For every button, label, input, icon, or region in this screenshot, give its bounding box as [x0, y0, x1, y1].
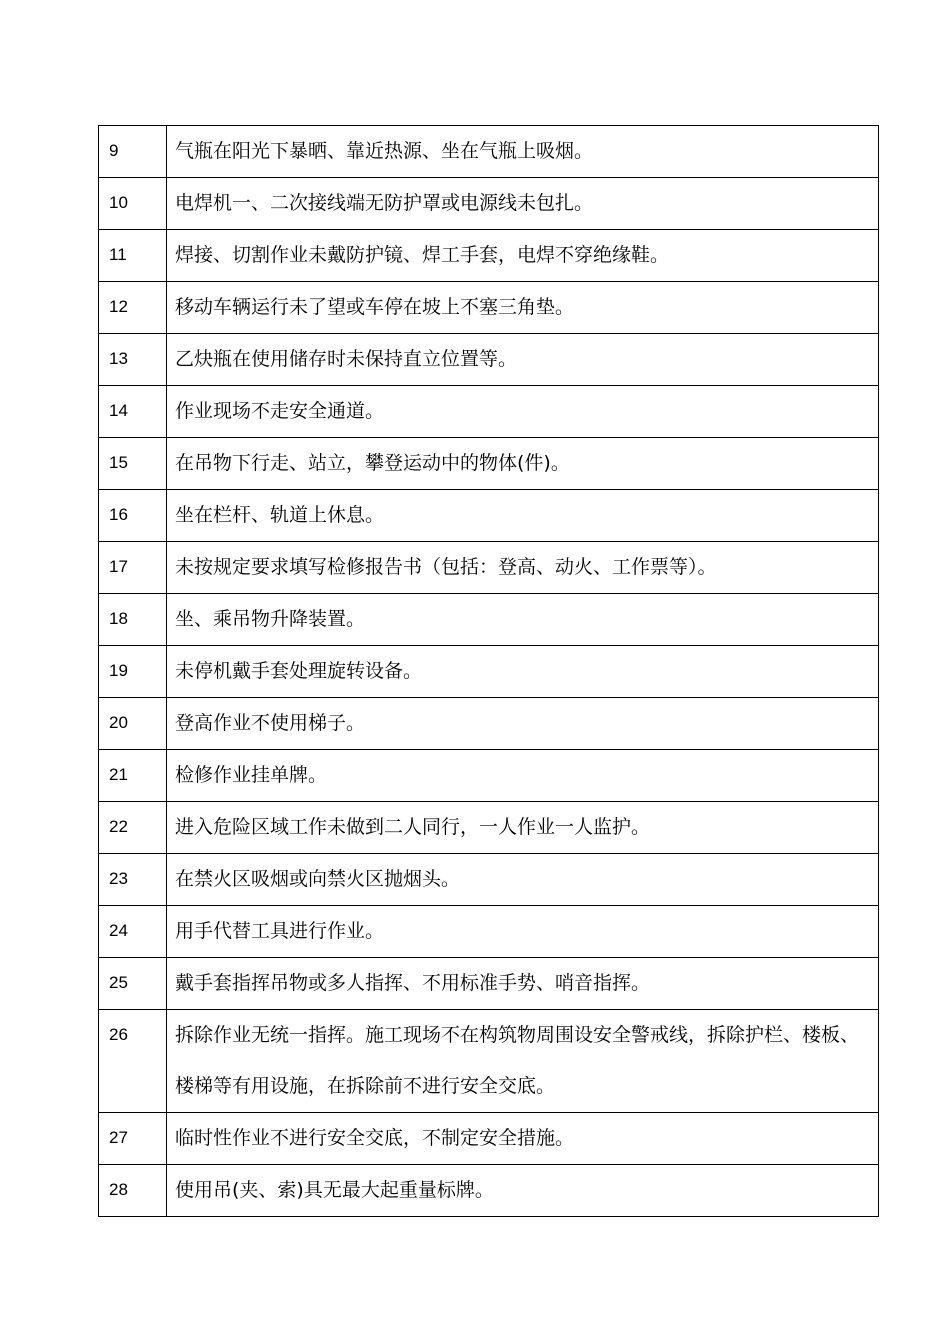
row-text: 在禁火区吸烟或向禁火区抛烟头。	[167, 854, 879, 906]
row-text: 临时性作业不进行安全交底，不制定安全措施。	[167, 1113, 879, 1165]
row-number: 27	[99, 1113, 167, 1165]
row-number: 16	[99, 490, 167, 542]
row-number: 11	[99, 230, 167, 282]
table-row	[99, 126, 879, 178]
table-row	[99, 230, 879, 282]
table-row	[99, 958, 879, 1010]
table-row	[99, 542, 879, 594]
table-row	[99, 802, 879, 854]
row-text: 坐、乘吊物升降装置。	[167, 594, 879, 646]
row-number: 23	[99, 854, 167, 906]
row-number: 19	[99, 646, 167, 698]
row-number: 20	[99, 698, 167, 750]
row-text: 未按规定要求填写检修报告书（包括：登高、动火、工作票等）。	[167, 542, 879, 594]
row-number: 15	[99, 438, 167, 490]
row-text: 拆除作业无统一指挥。施工现场不在构筑物周围设安全警戒线，拆除护栏、楼板、楼梯等有用设施，在拆除前不进行安全交底。	[167, 1010, 879, 1113]
table-row	[99, 334, 879, 386]
row-text: 电焊机一、二次接线端无防护罩或电源线未包扎。	[167, 178, 879, 230]
table-row	[99, 854, 879, 906]
row-number: 12	[99, 282, 167, 334]
row-text: 在吊物下行走、站立，攀登运动中的物体(件)。	[167, 438, 879, 490]
row-text: 戴手套指挥吊物或多人指挥、不用标准手势、哨音指挥。	[167, 958, 879, 1010]
table-row	[99, 594, 879, 646]
row-text: 未停机戴手套处理旋转设备。	[167, 646, 879, 698]
table-row	[99, 386, 879, 438]
row-text: 登高作业不使用梯子。	[167, 698, 879, 750]
row-text: 使用吊(夹、索)具无最大起重量标牌。	[167, 1165, 879, 1217]
table-row	[99, 1113, 879, 1165]
row-text: 作业现场不走安全通道。	[167, 386, 879, 438]
row-text: 进入危险区域工作未做到二人同行，一人作业一人监护。	[167, 802, 879, 854]
row-number: 22	[99, 802, 167, 854]
violations-table	[98, 125, 879, 1217]
row-text: 焊接、切割作业未戴防护镜、焊工手套，电焊不穿绝缘鞋。	[167, 230, 879, 282]
row-number: 13	[99, 334, 167, 386]
row-number: 28	[99, 1165, 167, 1217]
row-text: 检修作业挂单牌。	[167, 750, 879, 802]
table-row	[99, 1010, 879, 1113]
row-number: 26	[99, 1010, 167, 1113]
table-row	[99, 646, 879, 698]
table-row	[99, 1165, 879, 1217]
table-row	[99, 178, 879, 230]
row-text: 用手代替工具进行作业。	[167, 906, 879, 958]
row-text: 乙炔瓶在使用储存时未保持直立位置等。	[167, 334, 879, 386]
table-row	[99, 750, 879, 802]
table-row	[99, 282, 879, 334]
row-number: 25	[99, 958, 167, 1010]
row-number: 18	[99, 594, 167, 646]
row-number: 9	[99, 126, 167, 178]
table-row	[99, 906, 879, 958]
row-text: 气瓶在阳光下暴晒、靠近热源、坐在气瓶上吸烟。	[167, 126, 879, 178]
row-number: 21	[99, 750, 167, 802]
table-row	[99, 490, 879, 542]
row-number: 14	[99, 386, 167, 438]
row-number: 24	[99, 906, 167, 958]
row-number: 17	[99, 542, 167, 594]
row-text: 坐在栏杆、轨道上休息。	[167, 490, 879, 542]
table-row	[99, 438, 879, 490]
table-row	[99, 698, 879, 750]
row-number: 10	[99, 178, 167, 230]
row-text: 移动车辆运行未了望或车停在坡上不塞三角垫。	[167, 282, 879, 334]
